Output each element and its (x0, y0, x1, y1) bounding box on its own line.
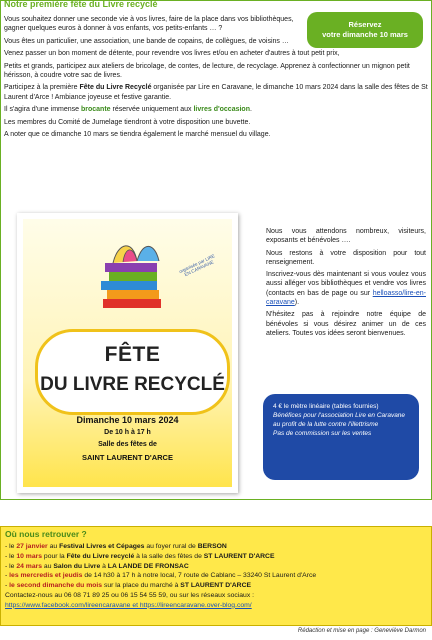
poster-date: Dimanche 10 mars 2024 (76, 415, 179, 425)
p3-text-a: Inscrivez-vous dès maintenant si vous voulez vous aussi alléger vos bibliothèques et vendre vos livres (contacts en bas de page ou sur (266, 271, 426, 297)
intro-paragraph-2: Vous êtes un particulier, une association, une bande de copains, de collègues, de voisins … (4, 37, 289, 45)
right-paragraph-4: N'hésitez pas à rejoindre notre équipe de bénévoles si vous désirez animer un de ces ateliers. Toutes vos idées seront bienvenues. (266, 311, 426, 337)
intro-paragraph-4: Petits et grands, participez aux ateliers de bricolage, de contes, de lecture, de recyclage. Apprenez à confectionner un mignon petit hérisson, à coudre votre sac de livres. (4, 62, 410, 80)
poster-background (23, 219, 232, 487)
poster-title-line-2: DU LIVRE RECYCLÉ (40, 374, 225, 395)
poster-title-line-1: FÊTE (104, 343, 161, 366)
right-paragraph-3 (266, 270, 426, 307)
commission-line: Pas de commission sur les ventes (273, 430, 372, 437)
where-to-find-us-section (0, 526, 432, 626)
intro-paragraph-7: Les membres du Comité de Jumelage tiendront à votre disposition une buvette. (4, 118, 251, 126)
callout-line-1: Réservez (348, 20, 382, 29)
list-item: - le 24 mars au Salon du Livre à LA LANDE DE FRONSAC (5, 562, 189, 570)
intro-paragraph-3: Venez passer un bon moment de détente, pour revendre vos livres et/ou en acheter d'autres à tout petit prix, (4, 50, 340, 58)
event-list (5, 542, 429, 611)
event-name-bold: Fête du Livre Recyclé (79, 84, 152, 92)
poster-venue-line-2: SAINT LAURENT D'ARCE (82, 453, 173, 462)
organizer-label: organisée par LIRE EN CARAVANE (178, 253, 216, 278)
p6-text-c: réservée uniquement aux (110, 106, 194, 114)
intro-paragraph-6 (4, 105, 428, 114)
list-item: - le 27 janvier au Festival Livres et Cépages au foyer rural de BERSON (5, 543, 227, 550)
p5-text-c: organisée par Lire en Caravane, le dimanche 10 mars 2024 dans la salle des fêtes de St Laurent d'Arce ! Ambiance joyeuse et festive garantie. (4, 84, 428, 101)
book-stack-icon (93, 237, 173, 317)
credit-line: Rédaction et mise en page : Geneviève Darmon (297, 628, 426, 634)
list-item: - les mercredis et jeudis de 14 h30 à 17 h à notre local, 7 route de Cablanc – 33240 St Laurent d'Arce (5, 572, 317, 580)
brocante-bold: brocante (81, 106, 111, 114)
poster-hours: De 10 h à 17 h (104, 429, 151, 436)
list-item: - le second dimanche du mois sur la place du marché à ST LAURENT D'ARCE (5, 582, 252, 590)
contact-line: Contactez-nous au 06 08 71 89 25 ou 06 15 54 55 59, ou sur les réseaux sociaux : (5, 591, 255, 599)
p6-text-e: . (249, 106, 252, 114)
benefit-line: Bénéfices pour l'association Lire en Caravane au profit de la lutte contre l'illettrisme (273, 412, 406, 428)
pricing-box (263, 394, 419, 480)
poster-title-box (35, 329, 230, 415)
helloasso-link[interactable]: helloasso/lire-en-caravane (266, 289, 426, 307)
where-to-find-us-title: Où nous retrouver ? (5, 529, 87, 539)
poster-venue-line-1: Salle des fêtes de (98, 441, 157, 448)
intro-paragraph-8: A noter que ce dimanche 10 mars se tiendra également le marché mensuel du village. (4, 131, 271, 139)
social-links[interactable]: https://www.facebook.com/lireencaravane et https://lireencaravane.over-blog.com/ (5, 601, 252, 609)
right-column-text (266, 227, 426, 341)
p3-text-b: ). (294, 299, 300, 307)
p5-text-a: Participez à la première (4, 84, 80, 92)
event-poster (17, 213, 238, 493)
price-line: 4 € le mètre linéaire (tables fournies) (273, 403, 379, 410)
p6-text-a: Il s'agira d'une immense (4, 106, 81, 114)
right-paragraph-1: Nous vous attendons nombreux, visiteurs, exposants et bénévoles …. (266, 228, 426, 245)
callout-line-2: votre dimanche 10 mars (322, 30, 408, 39)
list-item: - le 10 mars pour la Fête du Livre recyclé à la salle des fêtes de ST LAURENT D'ARCE (5, 552, 275, 560)
intro-paragraph-1: Vous souhaitez donner une seconde vie à vos livres, faire de la place dans vos bibliothèques, gagner quelques euros à donner à vos enfants, vos petits-enfants … ? (4, 16, 294, 33)
used-books-bold: livres d'occasion (193, 106, 250, 114)
right-paragraph-2: Nous restons à votre disposition pour tout renseignement. (266, 249, 426, 266)
section-title: Notre première fête du Livre recyclé (4, 0, 158, 9)
intro-paragraph-5 (4, 83, 428, 102)
